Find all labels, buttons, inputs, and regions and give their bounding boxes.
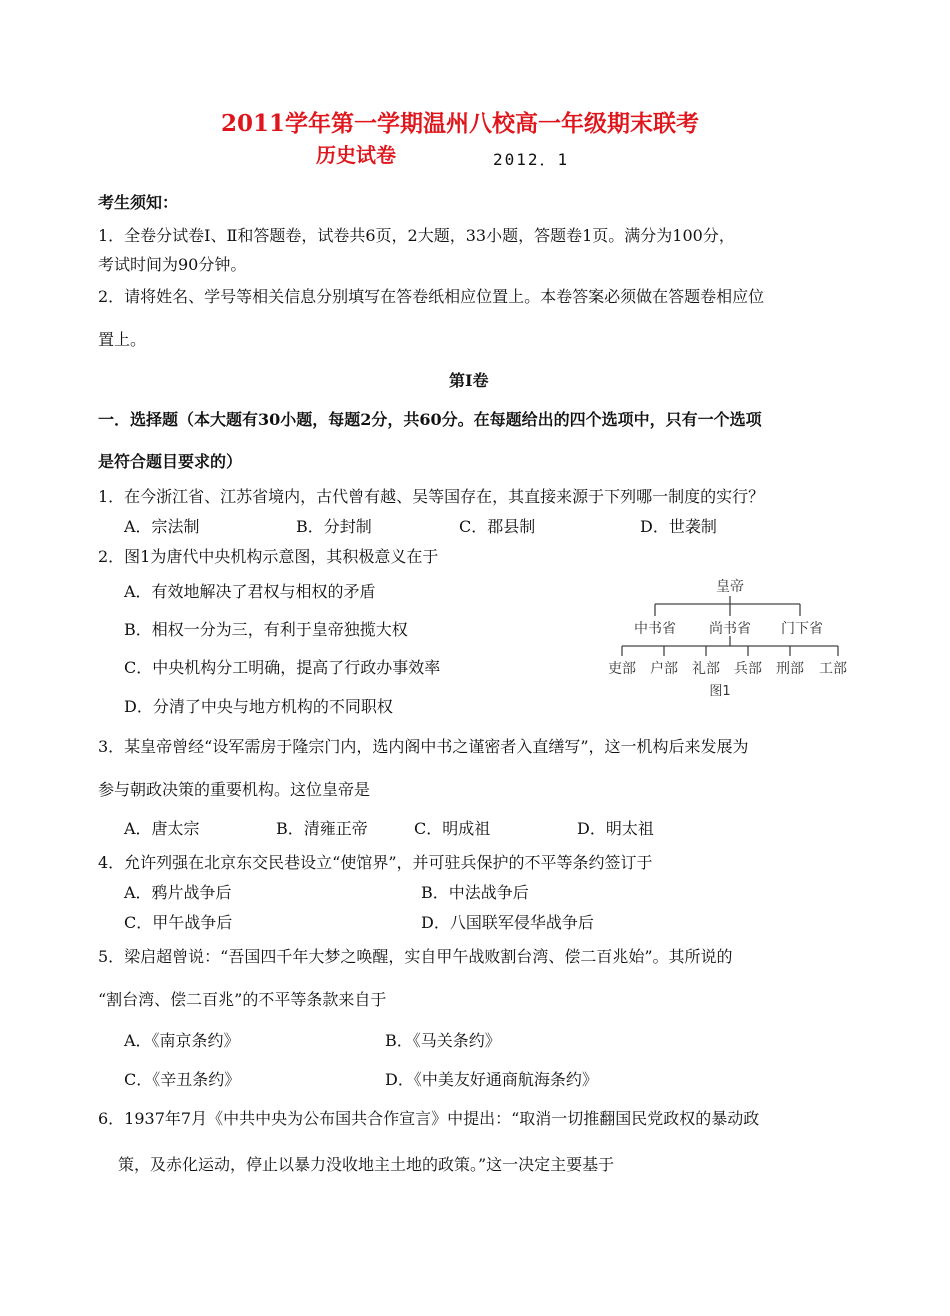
q2-stem: 2．图1为唐代中央机构示意图，其积极意义在于 bbox=[98, 547, 439, 566]
notice-item-2-cont: 置上。 bbox=[98, 330, 147, 349]
q3-option-c: C．明成祖 bbox=[414, 819, 491, 838]
diagram-libu: 吏部 bbox=[608, 661, 636, 677]
q1-stem: 1．在今浙江省、江苏省境内，古代曾有越、吴等国存在，其直接来源于下列哪一制度的实行？ bbox=[98, 487, 765, 506]
q6-stem: 6．1937年7月《中共中央为公布国共合作宣言》中提出：“取消一切推翻国民党政权的暴动政 bbox=[98, 1109, 760, 1128]
notice-item-1: 1．全卷分试卷Ⅰ、Ⅱ和答题卷，试卷共6页，2大题，33小题，答题卷1页。满分为100分， bbox=[98, 226, 735, 245]
q4-option-b: B．中法战争后 bbox=[421, 883, 529, 902]
diagram-bingbu: 兵部 bbox=[734, 661, 762, 677]
q2-option-b: B．相权一分为三，有利于皇帝独揽大权 bbox=[124, 620, 408, 639]
q5-stem: 5．梁启超曾说：“吾国四千年大梦之唤醒，实自甲午战败割台湾、偿二百兆始”。其所说的 bbox=[98, 947, 733, 966]
q1-option-d: D．世袭制 bbox=[640, 517, 717, 536]
q1-option-a: A．宗法制 bbox=[124, 517, 200, 536]
diagram-menxia: 门下省 bbox=[781, 621, 823, 637]
diagram-shangshu: 尚书省 bbox=[709, 621, 751, 637]
diagram-xingbu: 刑部 bbox=[776, 661, 804, 677]
q4-option-a: A．鸦片战争后 bbox=[124, 883, 232, 902]
q4-option-d: D．八国联军侵华战争后 bbox=[421, 913, 594, 932]
section-heading: 一．选择题（本大题有30小题，每题2分，共60分。在每题给出的四个选项中，只有一个选项 bbox=[98, 410, 762, 429]
q5-option-b: B．《马关条约》 bbox=[385, 1031, 501, 1050]
q3-option-d: D．明太祖 bbox=[577, 819, 654, 838]
q4-option-c: C．甲午战争后 bbox=[124, 913, 233, 932]
q3-option-b: B．清雍正帝 bbox=[276, 819, 368, 838]
diagram-caption: 图1 bbox=[709, 684, 731, 699]
q1-option-b: B．分封制 bbox=[296, 517, 372, 536]
diagram-hubu: 户部 bbox=[650, 661, 678, 677]
q3-option-a: A．唐太宗 bbox=[124, 819, 200, 838]
q2-option-c: C．中央机构分工明确，提高了行政办事效率 bbox=[124, 658, 441, 677]
q4-stem: 4．允许列强在北京东交民巷设立“使馆界”，并可驻兵保护的不平等条约签订于 bbox=[98, 853, 653, 872]
q2-option-d: D．分清了中央与地方机构的不同职权 bbox=[124, 697, 393, 716]
q3-stem: 3．某皇帝曾经“设军需房于隆宗门内，选内阁中书之谨密者入直缮写”，这一机构后来发展为 bbox=[98, 737, 749, 756]
subject-title: 历史试卷 bbox=[316, 143, 396, 167]
diagram-gongbu: 工部 bbox=[819, 661, 847, 677]
part-title: 第Ⅰ卷 bbox=[449, 371, 489, 390]
diagram-libu-rites: 礼部 bbox=[692, 661, 720, 677]
q3-stem-cont: 参与朝政决策的重要机构。这位皇帝是 bbox=[98, 780, 371, 799]
notice-heading: 考生须知： bbox=[98, 193, 179, 212]
q5-option-a: A．《南京条约》 bbox=[124, 1031, 240, 1050]
diagram-zhongshu: 中书省 bbox=[634, 621, 676, 637]
q5-option-c: C．《辛丑条约》 bbox=[124, 1070, 241, 1089]
diagram-emperor: 皇帝 bbox=[716, 579, 744, 595]
q1-option-c: C．郡县制 bbox=[459, 517, 536, 536]
notice-item-2: 2．请将姓名、学号等相关信息分别填写在答卷纸相应位置上。本卷答案必须做在答题卷相应位 bbox=[98, 287, 765, 306]
q5-stem-cont: “割台湾、偿二百兆”的不平等条款来自于 bbox=[98, 990, 387, 1009]
notice-item-1-cont: 考试时间为90分钟。 bbox=[98, 255, 247, 274]
tang-government-diagram bbox=[600, 572, 850, 704]
exam-title: 2011学年第一学期温州八校高一年级期末联考 bbox=[221, 110, 700, 137]
section-heading-cont: 是符合题目要求的） bbox=[98, 452, 243, 471]
exam-date: 2012．1 bbox=[493, 150, 570, 169]
q2-option-a: A．有效地解决了君权与相权的矛盾 bbox=[124, 582, 376, 601]
q6-stem-cont: 策，及赤化运动，停止以暴力没收地主土地的政策。”这一决定主要基于 bbox=[118, 1155, 615, 1174]
q5-option-d: D．《中美友好通商航海条约》 bbox=[385, 1070, 598, 1089]
